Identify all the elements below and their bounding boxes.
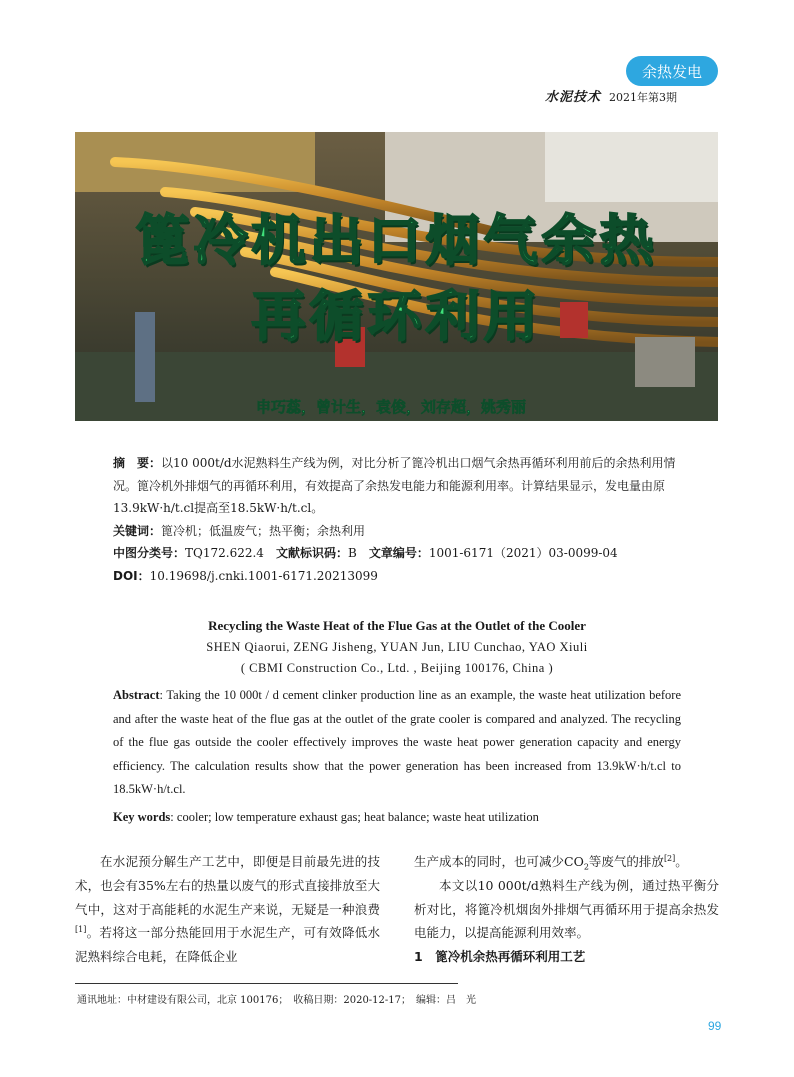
abstract-cn <box>113 452 683 587</box>
class-value: TQ172.622.4 <box>185 546 264 560</box>
intro-paragraph-cont <box>414 850 719 874</box>
abstract-en-label: Abstract <box>113 688 160 702</box>
co2-subscript: 2 <box>583 862 589 872</box>
article-number-label: 文章编号： <box>368 546 429 560</box>
hero-banner <box>75 132 718 421</box>
abstract-cn-body <box>113 452 683 520</box>
abstract-en <box>113 618 681 829</box>
abstract-cn-text: 以10 000t/d水泥熟料生产线为例，对比分析了篦冷机出口烟气余热再循环利用前后的余热利用情况。篦冷机外排烟气的再循环利用，有效提高了余热发电能力和能源利用率。计算结果显示，发电量由原13.9kW·h/t.cl提高至18.5kW·h/t.cl。 <box>113 456 676 515</box>
article-title-line2: 再循环利用 <box>251 285 542 348</box>
cont-text-end: 。 <box>675 854 688 869</box>
doi-line <box>113 565 683 588</box>
intro-text: 在水泥预分解生产工艺中，即便是目前最先进的技术，也会有35%左右的热量以废气的形式直接排放至大气中，这对于高能耗的水泥生产来说，无疑是一种浪费 <box>75 854 380 917</box>
body-column-left <box>75 850 380 969</box>
keywords-cn-label: 关键词： <box>113 523 162 538</box>
abstract-en-text: : Taking the 10 000t / d cement clinker production line as an example, the waste heat utilization before and after the waste heat of the flue gas at the outlet of the grate cooler is compared and analyzed. The recycling of the flue gas outside the cooler effectively improves the waste heat power generation capacity and energy efficiency. The calculation results show that the power generation has been increased from 13.9kW·h/t.cl to 18.5kW·h/t.cl. <box>113 688 681 796</box>
class-label: 中图分类号： <box>113 546 186 560</box>
doi-value: 10.19698/j.cnki.1001-6171.20213099 <box>149 568 378 583</box>
page-number: 99 <box>708 1019 722 1033</box>
footnote-divider <box>75 983 458 984</box>
authors-en: SHEN Qiaorui, ZENG Jisheng, YUAN Jun, LIU Cunchao, YAO Xiuli <box>206 640 588 654</box>
footnote: 通讯地址：中材建设有限公司，北京 100176； 收稿日期：2020-12-17； 编辑：吕 光 <box>77 995 477 1006</box>
keywords-en-text: : cooler; low temperature exhaust gas; heat balance; waste heat utilization <box>170 809 539 824</box>
keywords-cn <box>113 520 683 543</box>
section-badge: 余热发电 <box>626 56 718 86</box>
abstract-en-body <box>113 684 681 802</box>
title-en: Recycling the Waste Heat of the Flue Gas at the Outlet of the Cooler <box>208 618 586 633</box>
intro-text-cont: 。若将这一部分热能回用于水泥生产，可有效降低水泥熟料综合电耗，在降低企业 <box>75 925 380 965</box>
article-number-value: 1001-6171（2021）03-0099-04 <box>428 546 618 560</box>
classification-line <box>113 542 683 565</box>
cont-text: 生产成本的同时，也可减少CO <box>414 854 584 869</box>
article-title-line1: 篦冷机出口烟气余热 <box>135 209 658 272</box>
cont-text-2: 等废气的排放 <box>588 854 664 869</box>
journal-name: 水泥技术 <box>545 90 602 105</box>
doi-label: DOI： <box>113 568 150 583</box>
body-column-right <box>414 850 719 969</box>
doccode-label: 文献标识码： <box>275 546 348 560</box>
purpose-paragraph: 本文以10 000t/d熟料生产线为例，通过热平衡分析对比，将篦冷机烟囱外排烟气再循环用于提高余热发电能力，以提高能源利用效率。 <box>414 877 719 941</box>
citation-1: [1] <box>75 925 87 935</box>
keywords-cn-text: 篦冷机；低温废气；热平衡；余热利用 <box>161 523 366 538</box>
section-heading-1: 1 篦冷机余热再循环利用工艺 <box>414 949 586 965</box>
institution-en: ( CBMI Construction Co., Ltd. , Beijing 100176, China ) <box>240 661 554 675</box>
issue-label: 2021年第3期 <box>609 91 678 104</box>
keywords-en-label: Key words <box>113 809 171 824</box>
authors-cn: 申巧蕊，曾计生，袁俊，刘存超，姚秀丽 <box>255 398 526 416</box>
doccode-value: B <box>347 546 357 560</box>
keywords-en <box>113 806 681 829</box>
journal-header <box>545 86 677 105</box>
abstract-cn-label: 摘 要： <box>113 456 162 470</box>
intro-paragraph <box>75 850 380 969</box>
citation-2: [2] <box>663 853 676 863</box>
